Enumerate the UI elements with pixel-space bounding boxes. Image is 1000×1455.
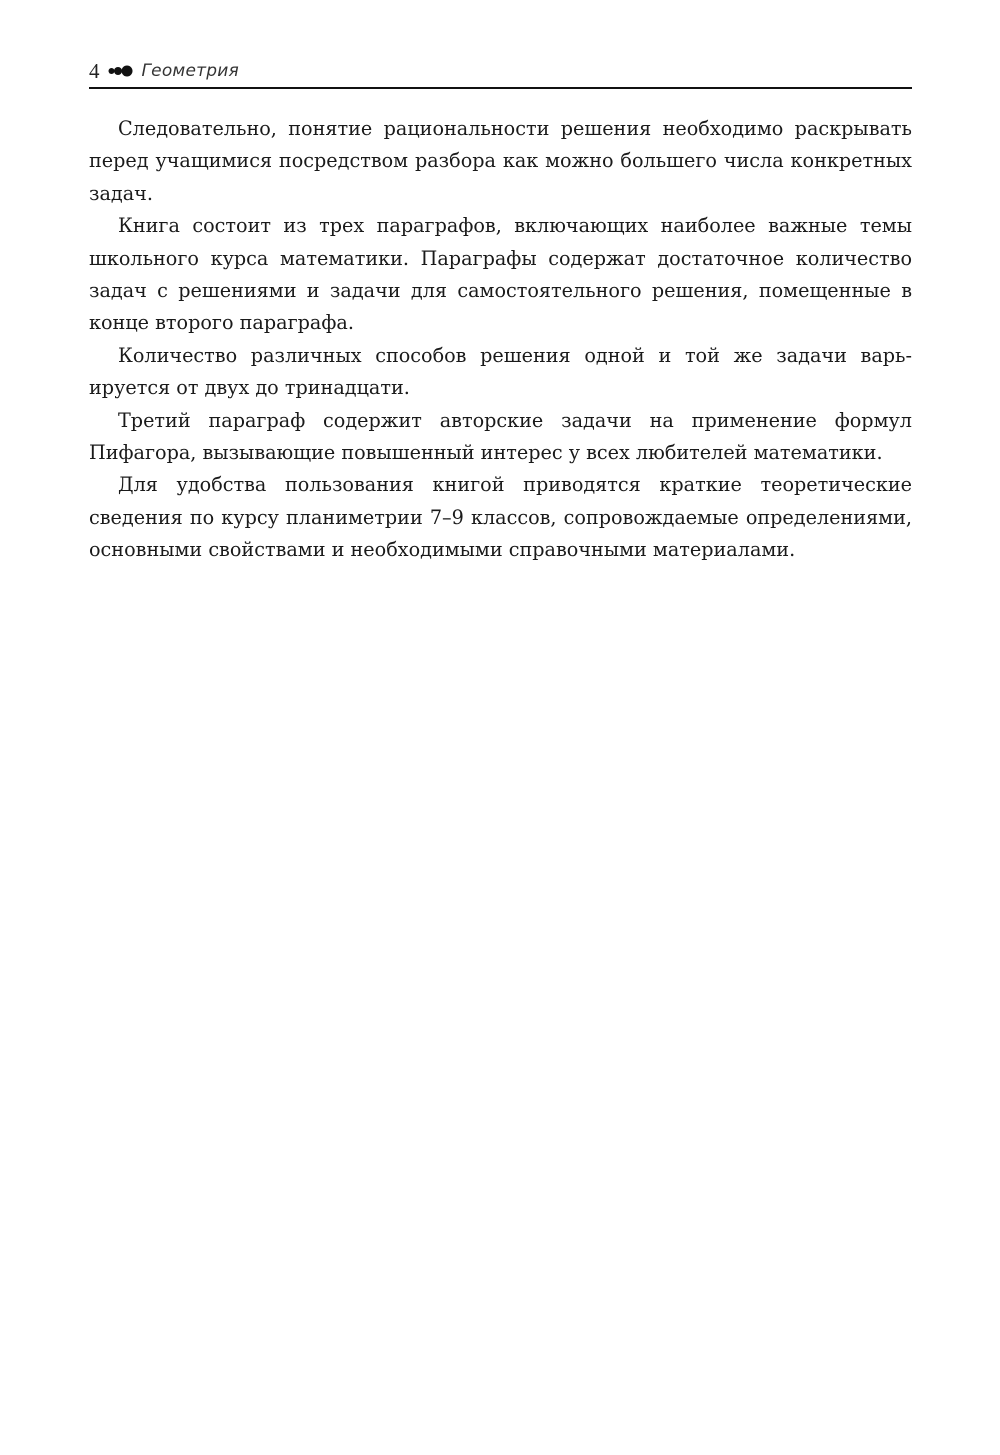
paragraph-1: Следовательно, понятие рациональности решения необходимо раскрывать перед учащимися посредством разбора как можно большего числа конкретных задач. [89, 117, 912, 205]
header-rule [89, 87, 912, 89]
ornament-svg [108, 65, 134, 77]
running-head [89, 58, 912, 84]
running-title: Геометрия [141, 60, 239, 81]
paragraph-2: Книга состоит из трех параграфов, включающих наиболее важные темы школьного курса математики. Параграфы содержат достаточное количество задач с решениями и задачи для самостоятельного решения, помещенные в конце второго параграфа. [89, 214, 912, 335]
triple-dot-ornament-icon [108, 65, 134, 77]
paragraph-4: Третий параграф содержит авторские задачи на применение формул Пифагора, вызывающие повышенный интерес у всех любителей математики. [89, 408, 912, 465]
paragraph-3: Количество различных способов решения одной и той же задачи варьируется от двух до тринадцати. [89, 343, 912, 400]
page-number: 4 [89, 58, 100, 83]
body-text [89, 113, 912, 567]
paragraph-5: Для удобства пользования книгой приводятся краткие теоретические сведения по курсу планиметрии 7–9 классов, сопровождаемые определениями, основными свойствами и необходимыми справочными материалами. [89, 473, 912, 562]
